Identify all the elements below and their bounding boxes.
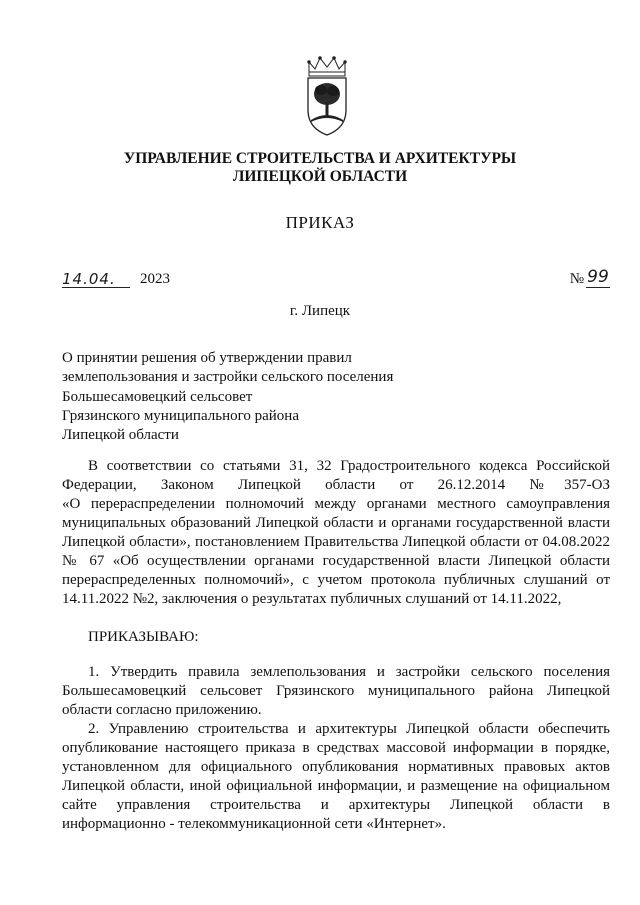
- item2-line: 2. Управлению строительства и архитектуры Липецкой области обеспечить: [88, 721, 610, 737]
- item1-line: области согласно приложению.: [62, 702, 262, 718]
- subject-line: Грязинского муниципального района: [62, 407, 299, 424]
- city: г. Липецк: [289, 303, 351, 319]
- preamble-line: № 67 «Об осуществлении органами государственной власти Липецкой области: [62, 553, 610, 569]
- item2-line: установленном для официального опубликования нормативных правовых актов: [62, 759, 610, 775]
- number-underline: [586, 287, 610, 288]
- item2-line: сайте управления строительства и архитектуры Липецкой области в: [62, 797, 610, 813]
- preamble-line: В соответствии со статьями 31, 32 Градостроительного кодекса Российской: [88, 458, 610, 474]
- preamble-line: 14.11.2022 №2, заключения о результатах публичных слушаний от 14.11.2022,: [62, 591, 562, 607]
- item1-line: 1. Утвердить правила землепользования и застройки сельского поселения: [88, 664, 610, 680]
- preamble-line: «О перераспределении полномочий между органами местного самоуправления: [62, 496, 610, 512]
- date-handwritten: 14.04.: [62, 270, 116, 288]
- item2-line: опубликование настоящего приказа в средствах массовой информации в порядке,: [62, 740, 610, 756]
- preamble-line: муниципальных образований Липецкой области и органами государственной власти: [62, 515, 610, 531]
- preamble-line: Федерации, Законом Липецкой области от 26.12.2014 №357-ОЗ: [62, 477, 610, 493]
- coat-of-arms-icon: [303, 54, 351, 138]
- number-sign: №: [569, 271, 584, 287]
- subject-line: Липецкой области: [62, 427, 179, 444]
- document-type: ПРИКАЗ: [285, 213, 355, 232]
- preamble-line: перераспределенных полномочий», с учетом протокола публичных слушаний от: [62, 572, 610, 588]
- date-year: 2023: [140, 271, 170, 287]
- organization-name: [0, 150, 640, 186]
- date-underline: [62, 287, 130, 288]
- organization-name-line2: ЛИПЕЦКОЙ ОБЛАСТИ: [232, 168, 408, 185]
- organization-name-line1: УПРАВЛЕНИЕ СТРОИТЕЛЬСТВА И АРХИТЕКТУРЫ: [123, 150, 517, 167]
- item1-line: Большесамовецкий сельсовет Грязинского муниципального района Липецкой: [62, 683, 610, 699]
- subject-block: [62, 349, 393, 445]
- subject-line: землепользования и застройки сельского поселения: [62, 369, 394, 386]
- subject-line: О принятии решения об утверждении правил: [62, 350, 352, 366]
- subject-line: Большесамовецкий сельсовет: [62, 388, 253, 405]
- order-word: ПРИКАЗЫВАЮ:: [88, 629, 199, 645]
- preamble-line: Липецкой области», постановлением Правительства Липецкой области от 04.08.2022: [62, 534, 610, 550]
- number-handwritten: 99: [587, 267, 609, 287]
- item2-line: Липецкой области, иной официальной информации, и размещение на официальном: [62, 778, 610, 794]
- date-number-row: [62, 267, 610, 290]
- item2-line: информационно - телекоммуникационной сети «Интернет».: [62, 816, 446, 832]
